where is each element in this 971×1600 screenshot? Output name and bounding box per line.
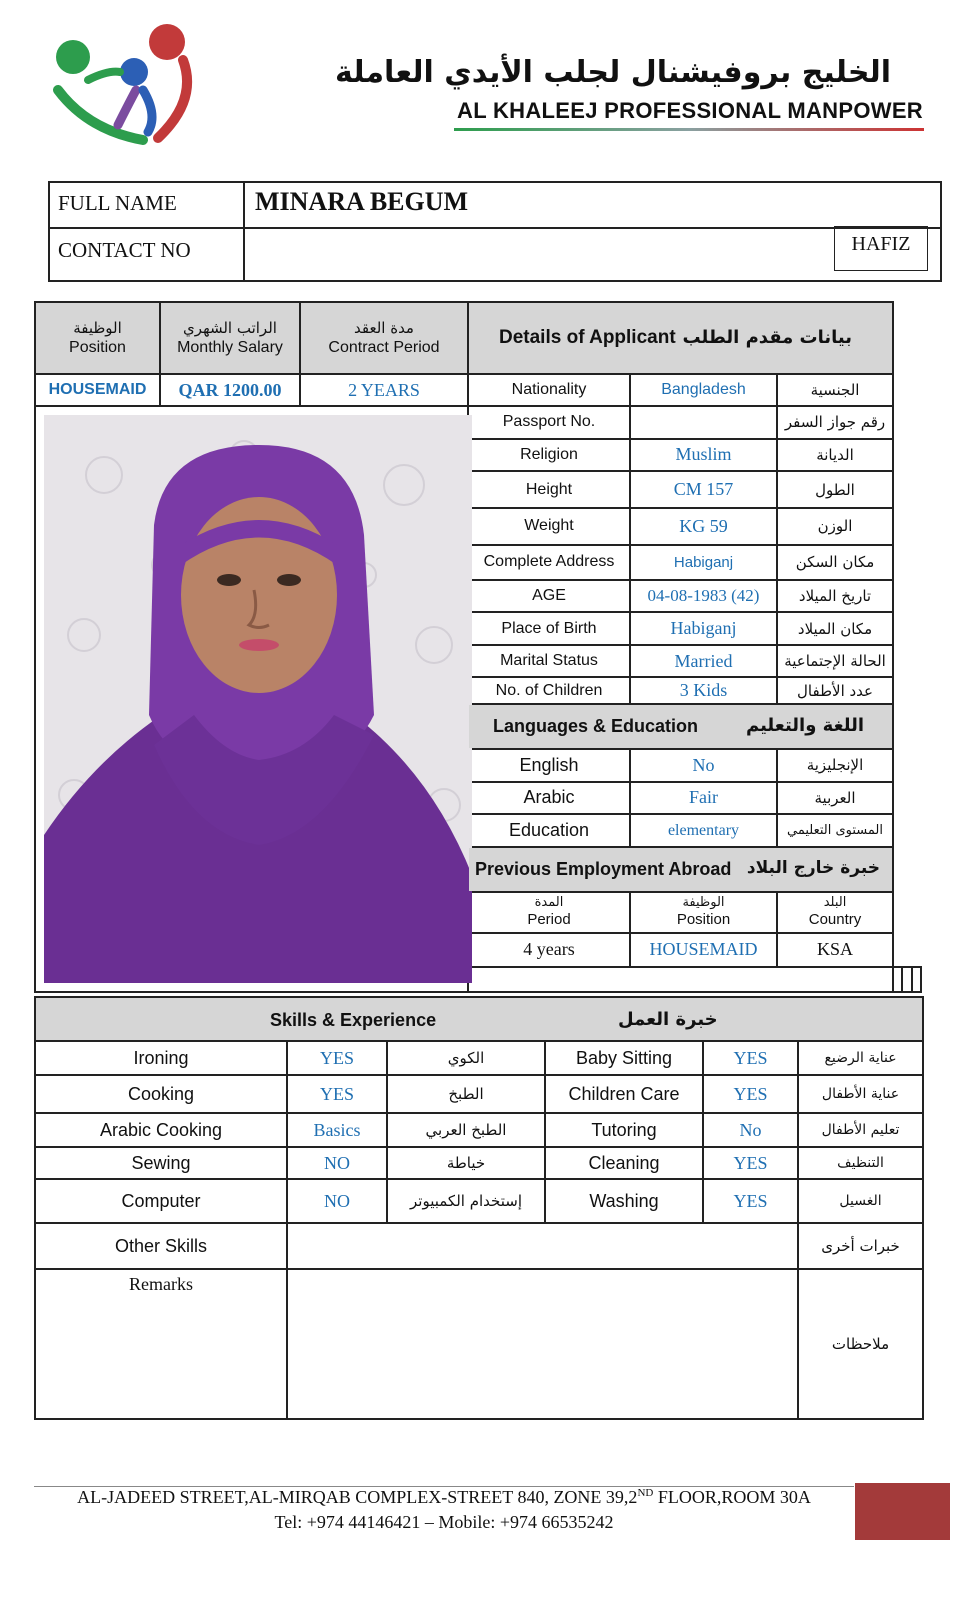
skill-cooking-label: Cooking [35,1075,287,1113]
marital-arabic: الحالة الإجتماعية [777,645,893,678]
weight-value: KG 59 [630,508,777,545]
prev-position-header: الوظيفة Position [630,892,777,933]
skill-sewing-label: Sewing [35,1147,287,1179]
skill-babysitting-value: YES [703,1041,798,1075]
skill-childrencare-arabic: عناية الأطفال [798,1075,923,1113]
company-name-english: AL KHALEEJ PROFESSIONAL MANPOWER [457,98,923,123]
position-value: HOUSEMAID [35,374,160,406]
passport-value [630,406,777,439]
position-header: الوظيفة Position [35,302,160,374]
empty-cell [902,967,911,992]
religion-label: Religion [468,439,630,472]
nationality-value: Bangladesh [630,374,777,406]
skill-sewing-value: NO [287,1147,387,1179]
skill-washing-value: YES [703,1179,798,1223]
skill-cooking-arabic: الطبخ [387,1075,545,1113]
religion-arabic: الديانة [777,439,893,472]
nationality-arabic: الجنسية [777,374,893,406]
skill-tutoring-value: No [703,1113,798,1147]
education-arabic: المستوى التعليمي [777,814,893,847]
marital-value: Married [630,645,777,678]
arabic-label: Arabic [468,782,630,815]
english-value: No [630,749,777,782]
footer-accent-block [855,1483,950,1540]
footer-phone: Tel: +974 44146421 – Mobile: +974 66535242 [274,1512,614,1532]
skill-cooking-value: YES [287,1075,387,1113]
children-arabic: عدد الأطفال [777,677,893,704]
height-label: Height [468,471,630,508]
footer-address: AL-JADEED STREET,AL-MIRQAB COMPLEX-STREET 840, ZONE 39,2ND FLOOR,ROOM 30A [77,1487,811,1507]
skill-ironing-label: Ironing [35,1041,287,1075]
skill-cleaning-arabic: التنظيف [798,1147,923,1179]
age-value: 04-08-1983 (42) [630,580,777,613]
passport-label: Passport No. [468,406,630,439]
languages-header: Languages & Education اللغة والتعليم [468,704,893,749]
skill-babysitting-label: Baby Sitting [545,1041,703,1075]
skill-babysitting-arabic: عناية الرضيع [798,1041,923,1075]
height-arabic: الطول [777,471,893,508]
birthplace-label: Place of Birth [468,612,630,645]
empty-cell [912,967,921,992]
skill-tutoring-label: Tutoring [545,1113,703,1147]
full-name-label: FULL NAME [58,191,177,215]
skills-header: Skills & Experience خبرة العمل [35,997,923,1041]
applicant-details-table [34,301,922,993]
skills-table [34,996,924,1420]
birthplace-arabic: مكان الميلاد [777,612,893,645]
other-skills-value [287,1223,798,1269]
contract-header: مدة العقد Contract Period [300,302,468,374]
address-label: Complete Address [468,545,630,580]
arabic-arabic: العربية [777,782,893,815]
religion-value: Muslim [630,439,777,472]
marital-label: Marital Status [468,645,630,678]
skill-ironing-arabic: الكوي [387,1041,545,1075]
address-arabic: مكان السكن [777,545,893,580]
employment-header: Previous Employment Abroad خبرة خارج البلاد [468,847,893,892]
applicant-photo [44,415,472,983]
prev-country-value: KSA [777,933,893,968]
details-header: Details of Applicant بيانات مقدم الطلب [468,302,893,374]
skill-childrencare-label: Children Care [545,1075,703,1113]
prev-period-value: 4 years [468,933,630,968]
english-arabic: الإنجليزية [777,749,893,782]
skill-arabiccooking-arabic: الطبخ العربي [387,1113,545,1147]
skill-arabiccooking-value: Basics [287,1113,387,1147]
company-logo [48,20,208,150]
skill-childrencare-value: YES [703,1075,798,1113]
birthplace-value: Habiganj [630,612,777,645]
education-label: Education [468,814,630,847]
skill-washing-arabic: الغسيل [798,1179,923,1223]
applicant-photo-cell [35,406,468,992]
skill-sewing-arabic: خياطة [387,1147,545,1179]
prev-position-value: HOUSEMAID [630,933,777,968]
skill-computer-arabic: إستخدام الكمبيوتر [387,1179,545,1223]
skill-computer-label: Computer [35,1179,287,1223]
contract-value: 2 YEARS [300,374,468,406]
salary-value: QAR 1200.00 [160,374,300,406]
skill-washing-label: Washing [545,1179,703,1223]
salary-header: الراتب الشهري Monthly Salary [160,302,300,374]
english-label: English [468,749,630,782]
passport-arabic: رقم جواز السفر [777,406,893,439]
children-value: 3 Kids [630,677,777,704]
weight-label: Weight [468,508,630,545]
period-header: المدة Period [468,892,630,933]
empty-cell [893,967,902,992]
weight-arabic: الوزن [777,508,893,545]
other-skills-arabic: خبرات أخرى [798,1223,923,1269]
skill-computer-value: NO [287,1179,387,1223]
company-name-arabic: الخليج بروفيشنال لجلب الأيدي العاملة [335,55,891,90]
company-underline [454,128,924,131]
remarks-arabic: ملاحظات [798,1269,923,1419]
address-value: Habiganj [630,545,777,580]
agent-tag: HAFIZ [834,226,928,271]
skill-arabiccooking-label: Arabic Cooking [35,1113,287,1147]
skill-tutoring-arabic: تعليم الأطفال [798,1113,923,1147]
remarks-value [287,1269,798,1419]
age-arabic: تاريخ الميلاد [777,580,893,613]
applicant-name-box [48,181,942,282]
full-name-value: MINARA BEGUM [255,187,469,216]
remarks-label: Remarks [35,1269,287,1419]
skill-ironing-value: YES [287,1041,387,1075]
education-value: elementary [630,814,777,847]
skill-cleaning-value: YES [703,1147,798,1179]
arabic-value: Fair [630,782,777,815]
contact-label: CONTACT NO [58,238,191,262]
children-label: No. of Children [468,677,630,704]
country-header: البلد Country [777,892,893,933]
other-skills-label: Other Skills [35,1223,287,1269]
nationality-label: Nationality [468,374,630,406]
skill-cleaning-label: Cleaning [545,1147,703,1179]
height-value: CM 157 [630,471,777,508]
age-label: AGE [468,580,630,613]
